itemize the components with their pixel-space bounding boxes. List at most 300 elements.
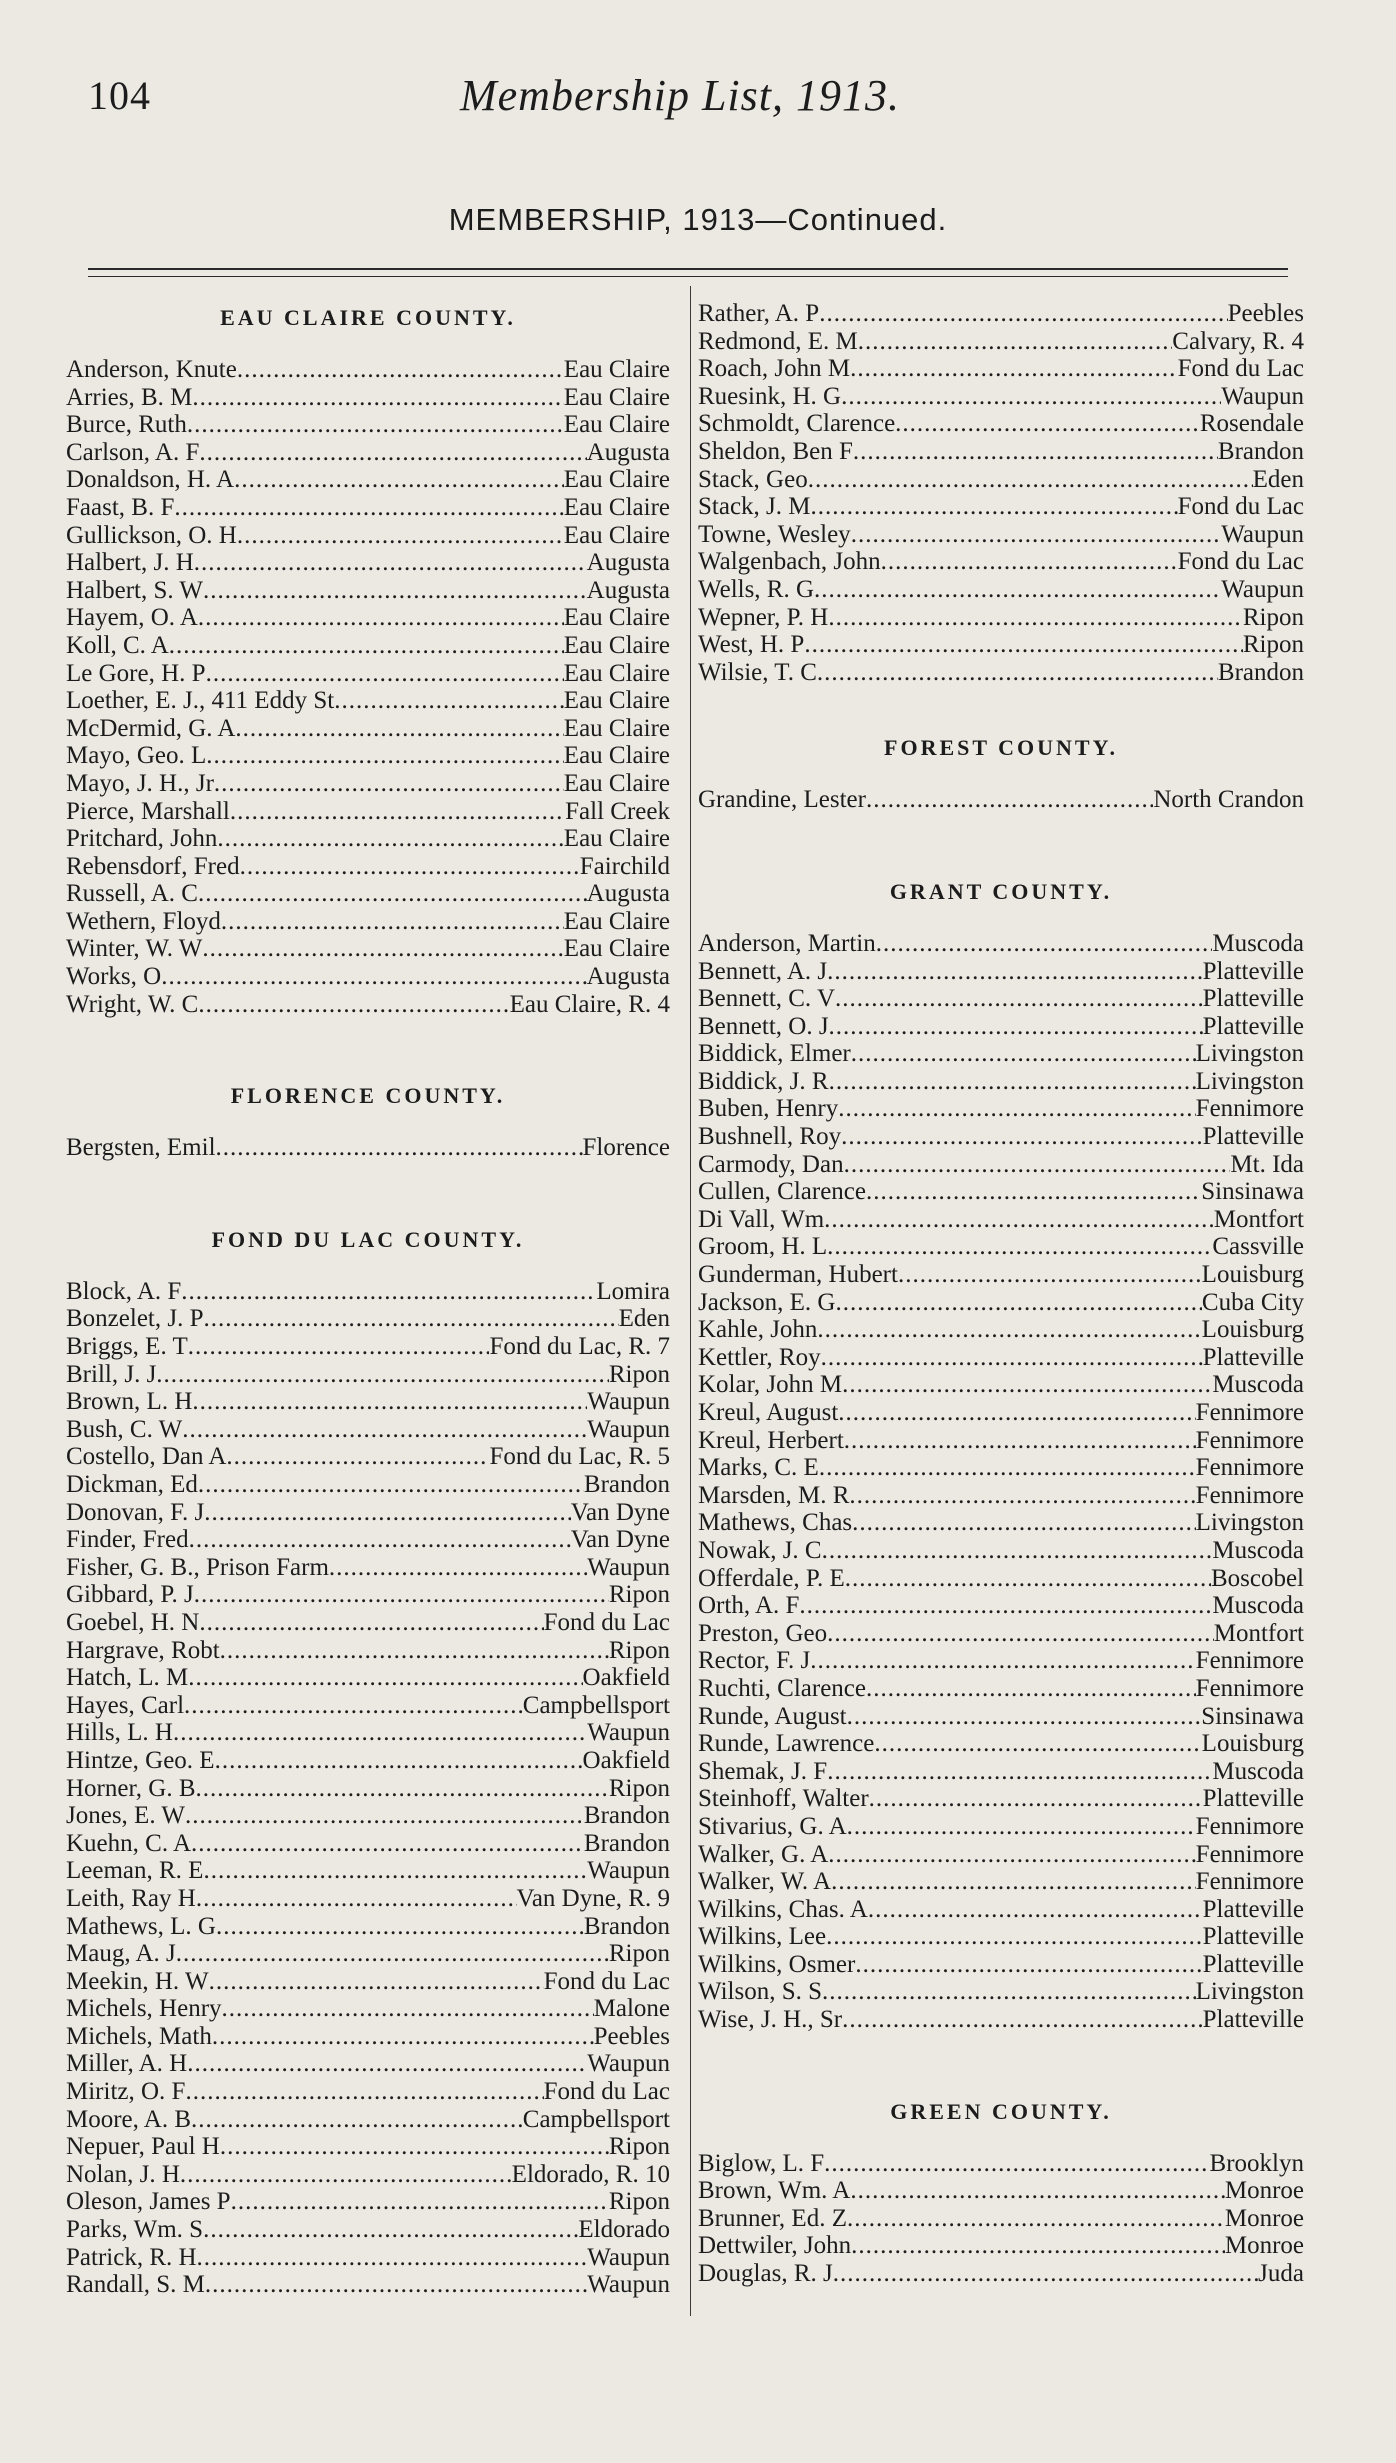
dot-leader bbox=[206, 660, 564, 688]
member-entry bbox=[698, 1868, 1304, 1896]
member-entry bbox=[698, 1675, 1304, 1703]
member-town: Waupun bbox=[1221, 520, 1304, 548]
member-entry bbox=[698, 2006, 1304, 2034]
member-entry bbox=[698, 604, 1304, 632]
dot-leader bbox=[198, 604, 564, 632]
member-name: Gullickson, O. H bbox=[66, 521, 237, 549]
member-name: Wepner, P. H bbox=[698, 603, 829, 631]
dot-leader bbox=[842, 1371, 1212, 1399]
section-gap bbox=[698, 686, 1304, 730]
member-town: Malone bbox=[593, 1995, 670, 2023]
member-name: Biddick, J. R bbox=[698, 1067, 829, 1095]
member-name: Walker, G. A bbox=[698, 1840, 829, 1868]
dot-leader bbox=[199, 1609, 543, 1637]
dot-leader bbox=[866, 1675, 1196, 1703]
member-town: Waupun bbox=[587, 1415, 670, 1443]
member-town: Livingston bbox=[1195, 1040, 1304, 1068]
member-name: Jones, E. W bbox=[66, 1802, 185, 1830]
member-entry bbox=[698, 1620, 1304, 1648]
member-entry bbox=[66, 356, 670, 384]
member-town: Platteville bbox=[1202, 957, 1304, 985]
member-name: Leeman, R. E bbox=[66, 1857, 204, 1885]
member-entry bbox=[66, 935, 670, 963]
dot-leader bbox=[851, 521, 1222, 549]
dot-leader bbox=[847, 1703, 1202, 1731]
member-entry bbox=[66, 2106, 670, 2134]
member-town: Fond du Lac bbox=[1177, 355, 1304, 383]
member-entry bbox=[698, 1758, 1304, 1786]
section-gap bbox=[698, 814, 1304, 874]
dot-leader bbox=[192, 1388, 587, 1416]
dot-leader bbox=[206, 742, 564, 770]
dot-leader bbox=[869, 1785, 1203, 1813]
member-entry bbox=[66, 1526, 670, 1554]
dot-leader bbox=[849, 1482, 1195, 1510]
member-entry bbox=[66, 2133, 670, 2161]
member-name: Koll, C. A bbox=[66, 631, 169, 659]
member-entry bbox=[66, 660, 670, 688]
member-town: Livingston bbox=[1195, 1978, 1304, 2006]
dot-leader bbox=[188, 1664, 582, 1692]
member-name: Walker, W. A bbox=[698, 1868, 832, 1896]
member-name: Kahle, John bbox=[698, 1316, 818, 1344]
dot-leader bbox=[187, 411, 564, 439]
member-entry bbox=[66, 2188, 670, 2216]
member-town: Cassville bbox=[1212, 1233, 1304, 1261]
member-name: Grandine, Lester bbox=[698, 786, 866, 814]
member-name: Goebel, H. N bbox=[66, 1608, 200, 1636]
dot-leader bbox=[881, 548, 1178, 576]
dot-leader bbox=[226, 1443, 489, 1471]
member-name: Meekin, H. W bbox=[66, 1967, 209, 1995]
member-name: Block, A. F bbox=[66, 1277, 182, 1305]
dot-leader bbox=[202, 935, 563, 963]
dot-leader bbox=[844, 1427, 1196, 1455]
member-town: Fennimore bbox=[1195, 1399, 1304, 1426]
dot-leader bbox=[215, 1747, 583, 1775]
member-entry bbox=[698, 1151, 1304, 1179]
member-name: Patrick, R. H bbox=[66, 2243, 197, 2271]
member-name: Parks, Wm. S bbox=[66, 2216, 204, 2244]
member-town: Waupun bbox=[587, 1553, 670, 1581]
member-town: Eau Claire bbox=[563, 687, 670, 715]
member-entry bbox=[66, 1968, 670, 1996]
member-entry bbox=[66, 1581, 670, 1609]
member-town: Muscoda bbox=[1212, 929, 1304, 957]
member-entry bbox=[698, 1233, 1304, 1261]
dot-leader bbox=[197, 2244, 588, 2272]
member-town: Waupun bbox=[587, 1857, 670, 1885]
dot-leader bbox=[156, 1361, 609, 1389]
member-town: Fond du Lac bbox=[543, 1967, 670, 1995]
member-name: Brunner, Ed. Z bbox=[698, 2204, 847, 2232]
member-entry bbox=[66, 1305, 670, 1333]
member-town: Juda bbox=[1258, 2260, 1304, 2288]
member-town: Sinsinawa bbox=[1201, 1702, 1304, 1730]
member-name: Michels, Henry bbox=[66, 1995, 222, 2023]
member-name: Runde, Lawrence bbox=[698, 1730, 875, 1758]
member-entry bbox=[698, 410, 1304, 438]
member-town: Lomira bbox=[596, 1277, 670, 1305]
dot-leader bbox=[842, 2006, 1202, 2034]
member-town: Ripon bbox=[1242, 603, 1304, 631]
running-title: Membership List, 1913. bbox=[460, 71, 900, 120]
member-name: Wilkins, Lee bbox=[698, 1923, 827, 1951]
member-entry bbox=[66, 2078, 670, 2106]
member-entry bbox=[698, 493, 1304, 521]
member-name: Biglow, L. F bbox=[698, 2149, 825, 2177]
member-name: Le Gore, H. P bbox=[66, 659, 206, 687]
member-name: Dettwiler, John bbox=[698, 2232, 852, 2260]
member-town: Brandon bbox=[1217, 658, 1304, 686]
dot-leader bbox=[181, 1278, 596, 1306]
member-name: Mathews, L. G bbox=[66, 1912, 216, 1940]
member-entry bbox=[66, 963, 670, 991]
member-name: Orth, A. F bbox=[698, 1592, 800, 1620]
member-town: Waupun bbox=[1221, 382, 1304, 410]
member-entry bbox=[66, 1609, 670, 1637]
member-entry bbox=[698, 958, 1304, 986]
member-name: Brill, J. J bbox=[66, 1360, 157, 1388]
dot-leader bbox=[808, 466, 1253, 494]
dot-leader bbox=[841, 383, 1221, 411]
member-town: Muscoda bbox=[1212, 1757, 1304, 1785]
dot-leader bbox=[845, 1565, 1211, 1593]
member-town: Waupun bbox=[587, 2271, 670, 2299]
member-name: Bennett, A. J bbox=[698, 957, 828, 985]
member-name: Mayo, J. H., Jr bbox=[66, 769, 214, 797]
member-entry bbox=[66, 632, 670, 660]
member-entry bbox=[66, 880, 670, 908]
member-name: Kuehn, C. A bbox=[66, 1829, 191, 1857]
member-town: Ripon bbox=[608, 1636, 670, 1664]
member-name: Bennett, O. J bbox=[698, 1012, 829, 1040]
member-town: Muscoda bbox=[1212, 1592, 1304, 1620]
member-entry bbox=[698, 466, 1304, 494]
member-entry bbox=[698, 1730, 1304, 1758]
member-town: Platteville bbox=[1202, 1923, 1304, 1951]
member-entry bbox=[66, 853, 670, 881]
member-town: Eau Claire bbox=[563, 825, 670, 853]
member-name: Bush, C. W bbox=[66, 1415, 183, 1443]
dot-leader bbox=[852, 1509, 1196, 1537]
member-name: Rebensdorf, Fred bbox=[66, 852, 240, 880]
member-name: Mayo, Geo. L bbox=[66, 742, 207, 770]
member-name: Nepuer, Paul H bbox=[66, 2133, 220, 2161]
member-entry bbox=[66, 2244, 670, 2272]
dot-leader bbox=[822, 1537, 1213, 1565]
member-name: Stivarius, G. A bbox=[698, 1812, 847, 1840]
member-name: Halbert, J. H bbox=[66, 549, 194, 577]
member-town: Fennimore bbox=[1195, 1840, 1304, 1868]
member-name: Bergsten, Emil bbox=[66, 1134, 216, 1162]
member-entry bbox=[66, 1692, 670, 1720]
member-name: Nowak, J. C bbox=[698, 1536, 822, 1564]
member-town: Waupun bbox=[1221, 575, 1304, 603]
member-entry bbox=[66, 1134, 670, 1162]
member-name: Runde, August bbox=[698, 1702, 847, 1730]
member-town: Waupun bbox=[587, 1719, 670, 1747]
member-name: Wilsie, T. C bbox=[698, 658, 817, 686]
member-entry bbox=[66, 549, 670, 577]
member-name: Rather, A. P bbox=[698, 300, 820, 327]
dot-leader bbox=[810, 1647, 1195, 1675]
member-name: Marks, C. E bbox=[698, 1454, 819, 1482]
dot-leader bbox=[176, 1940, 609, 1968]
member-town: Platteville bbox=[1202, 1785, 1304, 1813]
member-town: Louisburg bbox=[1201, 1316, 1304, 1344]
dot-leader bbox=[844, 1151, 1231, 1179]
member-name: Gibbard, P. J bbox=[66, 1581, 194, 1609]
member-town: Augusta bbox=[586, 438, 670, 466]
member-town: Fond du Lac, R. 5 bbox=[489, 1443, 670, 1471]
dot-leader bbox=[853, 438, 1218, 466]
dot-leader bbox=[822, 1978, 1196, 2006]
dot-leader bbox=[819, 300, 1227, 328]
dot-leader bbox=[826, 1923, 1203, 1951]
member-name: Buben, Henry bbox=[698, 1095, 839, 1123]
member-name: Burce, Ruth bbox=[66, 411, 187, 439]
dot-leader bbox=[876, 930, 1213, 958]
member-entry bbox=[698, 786, 1304, 814]
member-town: Platteville bbox=[1202, 1343, 1304, 1371]
section-gap bbox=[66, 1018, 670, 1078]
member-entry bbox=[66, 2023, 670, 2051]
county-heading: EAU CLAIRE COUNTY. bbox=[220, 305, 516, 330]
member-town: Van Dyne bbox=[570, 1526, 670, 1554]
member-town: Rosendale bbox=[1199, 410, 1304, 438]
member-town: Eau Claire bbox=[563, 493, 670, 521]
member-name: McDermid, G. A bbox=[66, 714, 236, 742]
dot-leader bbox=[827, 1758, 1212, 1786]
dot-leader bbox=[209, 1968, 544, 1996]
member-name: Wright, W. C bbox=[66, 990, 199, 1018]
member-name: Sheldon, Ben F bbox=[698, 437, 853, 465]
member-town: Cuba City bbox=[1201, 1288, 1304, 1316]
member-entry bbox=[66, 1775, 670, 1803]
member-entry bbox=[66, 1940, 670, 1968]
dot-leader bbox=[187, 2050, 587, 2078]
member-entry bbox=[66, 715, 670, 743]
member-town: Monroe bbox=[1224, 2177, 1304, 2205]
member-entry bbox=[66, 1995, 670, 2023]
dot-leader bbox=[205, 2271, 587, 2299]
dot-leader bbox=[184, 1692, 523, 1720]
member-entry bbox=[698, 300, 1304, 328]
member-entry bbox=[66, 411, 670, 439]
member-town: Waupun bbox=[587, 1388, 670, 1416]
member-town: Eau Claire bbox=[563, 659, 670, 687]
member-entry bbox=[66, 494, 670, 522]
member-entry bbox=[698, 1068, 1304, 1096]
member-town: Louisburg bbox=[1201, 1261, 1304, 1289]
dot-leader bbox=[868, 1896, 1203, 1924]
member-town: Brandon bbox=[583, 1912, 670, 1940]
member-town: Platteville bbox=[1202, 1895, 1304, 1923]
member-town: Monroe bbox=[1224, 2204, 1304, 2232]
member-name: Wise, J. H., Sr bbox=[698, 2006, 843, 2034]
member-town: Eau Claire bbox=[563, 742, 670, 770]
dot-leader bbox=[174, 494, 563, 522]
member-name: Schmoldt, Clarence bbox=[698, 410, 896, 438]
member-name: Arries, B. M bbox=[66, 383, 193, 411]
member-entry bbox=[698, 1040, 1304, 1068]
member-town: Ripon bbox=[1242, 631, 1304, 659]
member-town: North Crandon bbox=[1153, 786, 1304, 814]
member-town: Eldorado bbox=[578, 2216, 670, 2244]
member-entry bbox=[66, 1333, 670, 1361]
member-entry bbox=[698, 1482, 1304, 1510]
member-entry bbox=[698, 1841, 1304, 1869]
member-town: Eau Claire bbox=[563, 769, 670, 797]
dot-leader bbox=[847, 2205, 1225, 2233]
membership-heading: MEMBERSHIP, 1913—Continued. bbox=[448, 202, 948, 237]
member-entry bbox=[66, 2271, 670, 2299]
dot-leader bbox=[829, 1013, 1203, 1041]
left-column bbox=[66, 300, 670, 2299]
member-name: Carlson, A. F bbox=[66, 438, 200, 466]
dot-leader bbox=[216, 1913, 584, 1941]
section-gap bbox=[66, 1162, 670, 1222]
dot-leader bbox=[230, 798, 565, 826]
member-entry bbox=[66, 2216, 670, 2244]
member-name: Shemak, J. F bbox=[698, 1757, 828, 1785]
header-rule bbox=[88, 268, 1288, 270]
member-town: Platteville bbox=[1202, 1950, 1304, 1978]
member-town: Oakfield bbox=[582, 1746, 670, 1774]
dot-leader bbox=[237, 522, 564, 550]
member-name: Brown, L. H bbox=[66, 1388, 193, 1416]
member-town: Fennimore bbox=[1195, 1095, 1304, 1123]
member-town: Peebles bbox=[1227, 300, 1304, 327]
member-name: Offerdale, P. E bbox=[698, 1564, 845, 1592]
member-entry bbox=[66, 1499, 670, 1527]
member-town: Brooklyn bbox=[1209, 2149, 1304, 2177]
member-entry bbox=[698, 1813, 1304, 1841]
dot-leader bbox=[194, 1581, 609, 1609]
member-entry bbox=[698, 1951, 1304, 1979]
member-town: Calvary, R. 4 bbox=[1172, 327, 1304, 355]
dot-leader bbox=[231, 2188, 609, 2216]
member-name: Fisher, G. B., Prison Farm bbox=[66, 1553, 329, 1581]
member-town: Brandon bbox=[583, 1471, 670, 1498]
dot-leader bbox=[222, 1995, 594, 2023]
county-heading: GREEN COUNTY. bbox=[890, 2098, 1112, 2124]
member-name: Rector, F. J bbox=[698, 1647, 811, 1675]
member-name: Wilkins, Chas. A bbox=[698, 1895, 868, 1923]
member-name: Donaldson, H. A bbox=[66, 466, 235, 494]
member-town: Fennimore bbox=[1195, 1812, 1304, 1840]
member-name: Bennett, C. V bbox=[698, 985, 836, 1013]
dot-leader bbox=[855, 1951, 1202, 1979]
dot-leader bbox=[838, 1399, 1195, 1427]
member-town: Eau Claire bbox=[563, 383, 670, 411]
member-entry bbox=[698, 1399, 1304, 1427]
member-name: Kettler, Roy bbox=[698, 1343, 821, 1371]
member-name: Maug, A. J bbox=[66, 1940, 176, 1968]
dot-leader bbox=[212, 2023, 594, 2051]
dot-leader bbox=[196, 1885, 517, 1913]
member-town: Louisburg bbox=[1201, 1730, 1304, 1758]
member-town: Mt. Ida bbox=[1230, 1150, 1304, 1178]
member-entry bbox=[698, 1509, 1304, 1537]
member-name: Kolar, John M bbox=[698, 1371, 843, 1399]
member-name: Walgenbach, John bbox=[698, 548, 881, 576]
member-town: Eden bbox=[1252, 465, 1304, 493]
member-entry bbox=[66, 1664, 670, 1692]
member-entry bbox=[698, 930, 1304, 958]
member-name: Horner, G. B bbox=[66, 1774, 196, 1802]
dot-leader bbox=[185, 2078, 543, 2106]
member-entry bbox=[698, 1647, 1304, 1675]
dot-leader bbox=[828, 1841, 1195, 1869]
member-town: Montfort bbox=[1213, 1205, 1304, 1233]
dot-leader bbox=[824, 2150, 1209, 2178]
dot-leader bbox=[329, 1554, 587, 1582]
member-name: Hargrave, Robt bbox=[66, 1636, 220, 1664]
member-name: Costello, Dan A bbox=[66, 1443, 227, 1471]
member-entry bbox=[66, 1471, 670, 1499]
dot-leader bbox=[182, 1416, 587, 1444]
member-entry bbox=[66, 908, 670, 936]
member-town: Fennimore bbox=[1195, 1868, 1304, 1896]
county-heading: FLORENCE COUNTY. bbox=[230, 1083, 506, 1109]
member-town: Eau Claire bbox=[563, 466, 670, 494]
member-name: Gunderman, Hubert bbox=[698, 1261, 898, 1289]
member-name: Douglas, R. J bbox=[698, 2260, 833, 2288]
dot-leader bbox=[831, 1868, 1196, 1896]
member-name: Briggs, E. T bbox=[66, 1333, 188, 1361]
member-entry bbox=[66, 825, 670, 853]
dot-leader bbox=[850, 355, 1178, 383]
dot-leader bbox=[817, 1316, 1201, 1344]
member-name: Groom, H. L bbox=[698, 1233, 828, 1261]
dot-leader bbox=[814, 576, 1221, 604]
dot-leader bbox=[214, 770, 564, 798]
member-name: Redmond, E. M bbox=[698, 327, 858, 355]
dot-leader bbox=[821, 1344, 1203, 1372]
member-name: Biddick, Elmer bbox=[698, 1040, 851, 1068]
right-column bbox=[698, 300, 1304, 2288]
dot-leader bbox=[851, 1040, 1196, 1068]
member-name: Bushnell, Roy bbox=[698, 1123, 842, 1151]
member-town: Fall Creek bbox=[565, 797, 670, 825]
member-town: Eau Claire bbox=[563, 935, 670, 963]
member-entry bbox=[698, 383, 1304, 411]
member-entry bbox=[66, 1637, 670, 1665]
dot-leader bbox=[189, 1526, 571, 1554]
member-town: Brandon bbox=[1217, 437, 1304, 465]
member-town: Eau Claire bbox=[563, 604, 670, 632]
dot-leader bbox=[204, 1305, 619, 1333]
page-number: 104 bbox=[88, 73, 151, 118]
member-entry bbox=[66, 439, 670, 467]
dot-leader bbox=[191, 2106, 523, 2134]
member-town: Oakfield bbox=[582, 1664, 670, 1692]
member-town: Eau Claire bbox=[563, 411, 670, 439]
dot-leader bbox=[847, 1813, 1196, 1841]
member-name: Anderson, Martin bbox=[698, 929, 876, 957]
member-town: Florence bbox=[582, 1134, 670, 1162]
dot-leader bbox=[866, 786, 1153, 814]
member-town: Fairchild bbox=[579, 852, 670, 880]
member-name: Halbert, S. W bbox=[66, 576, 204, 604]
member-entry bbox=[698, 1095, 1304, 1123]
member-entry bbox=[698, 1454, 1304, 1482]
dot-leader bbox=[221, 908, 564, 936]
member-name: Loether, E. J., 411 Eddy St bbox=[66, 687, 335, 715]
member-name: Kreul, Herbert bbox=[698, 1426, 844, 1454]
